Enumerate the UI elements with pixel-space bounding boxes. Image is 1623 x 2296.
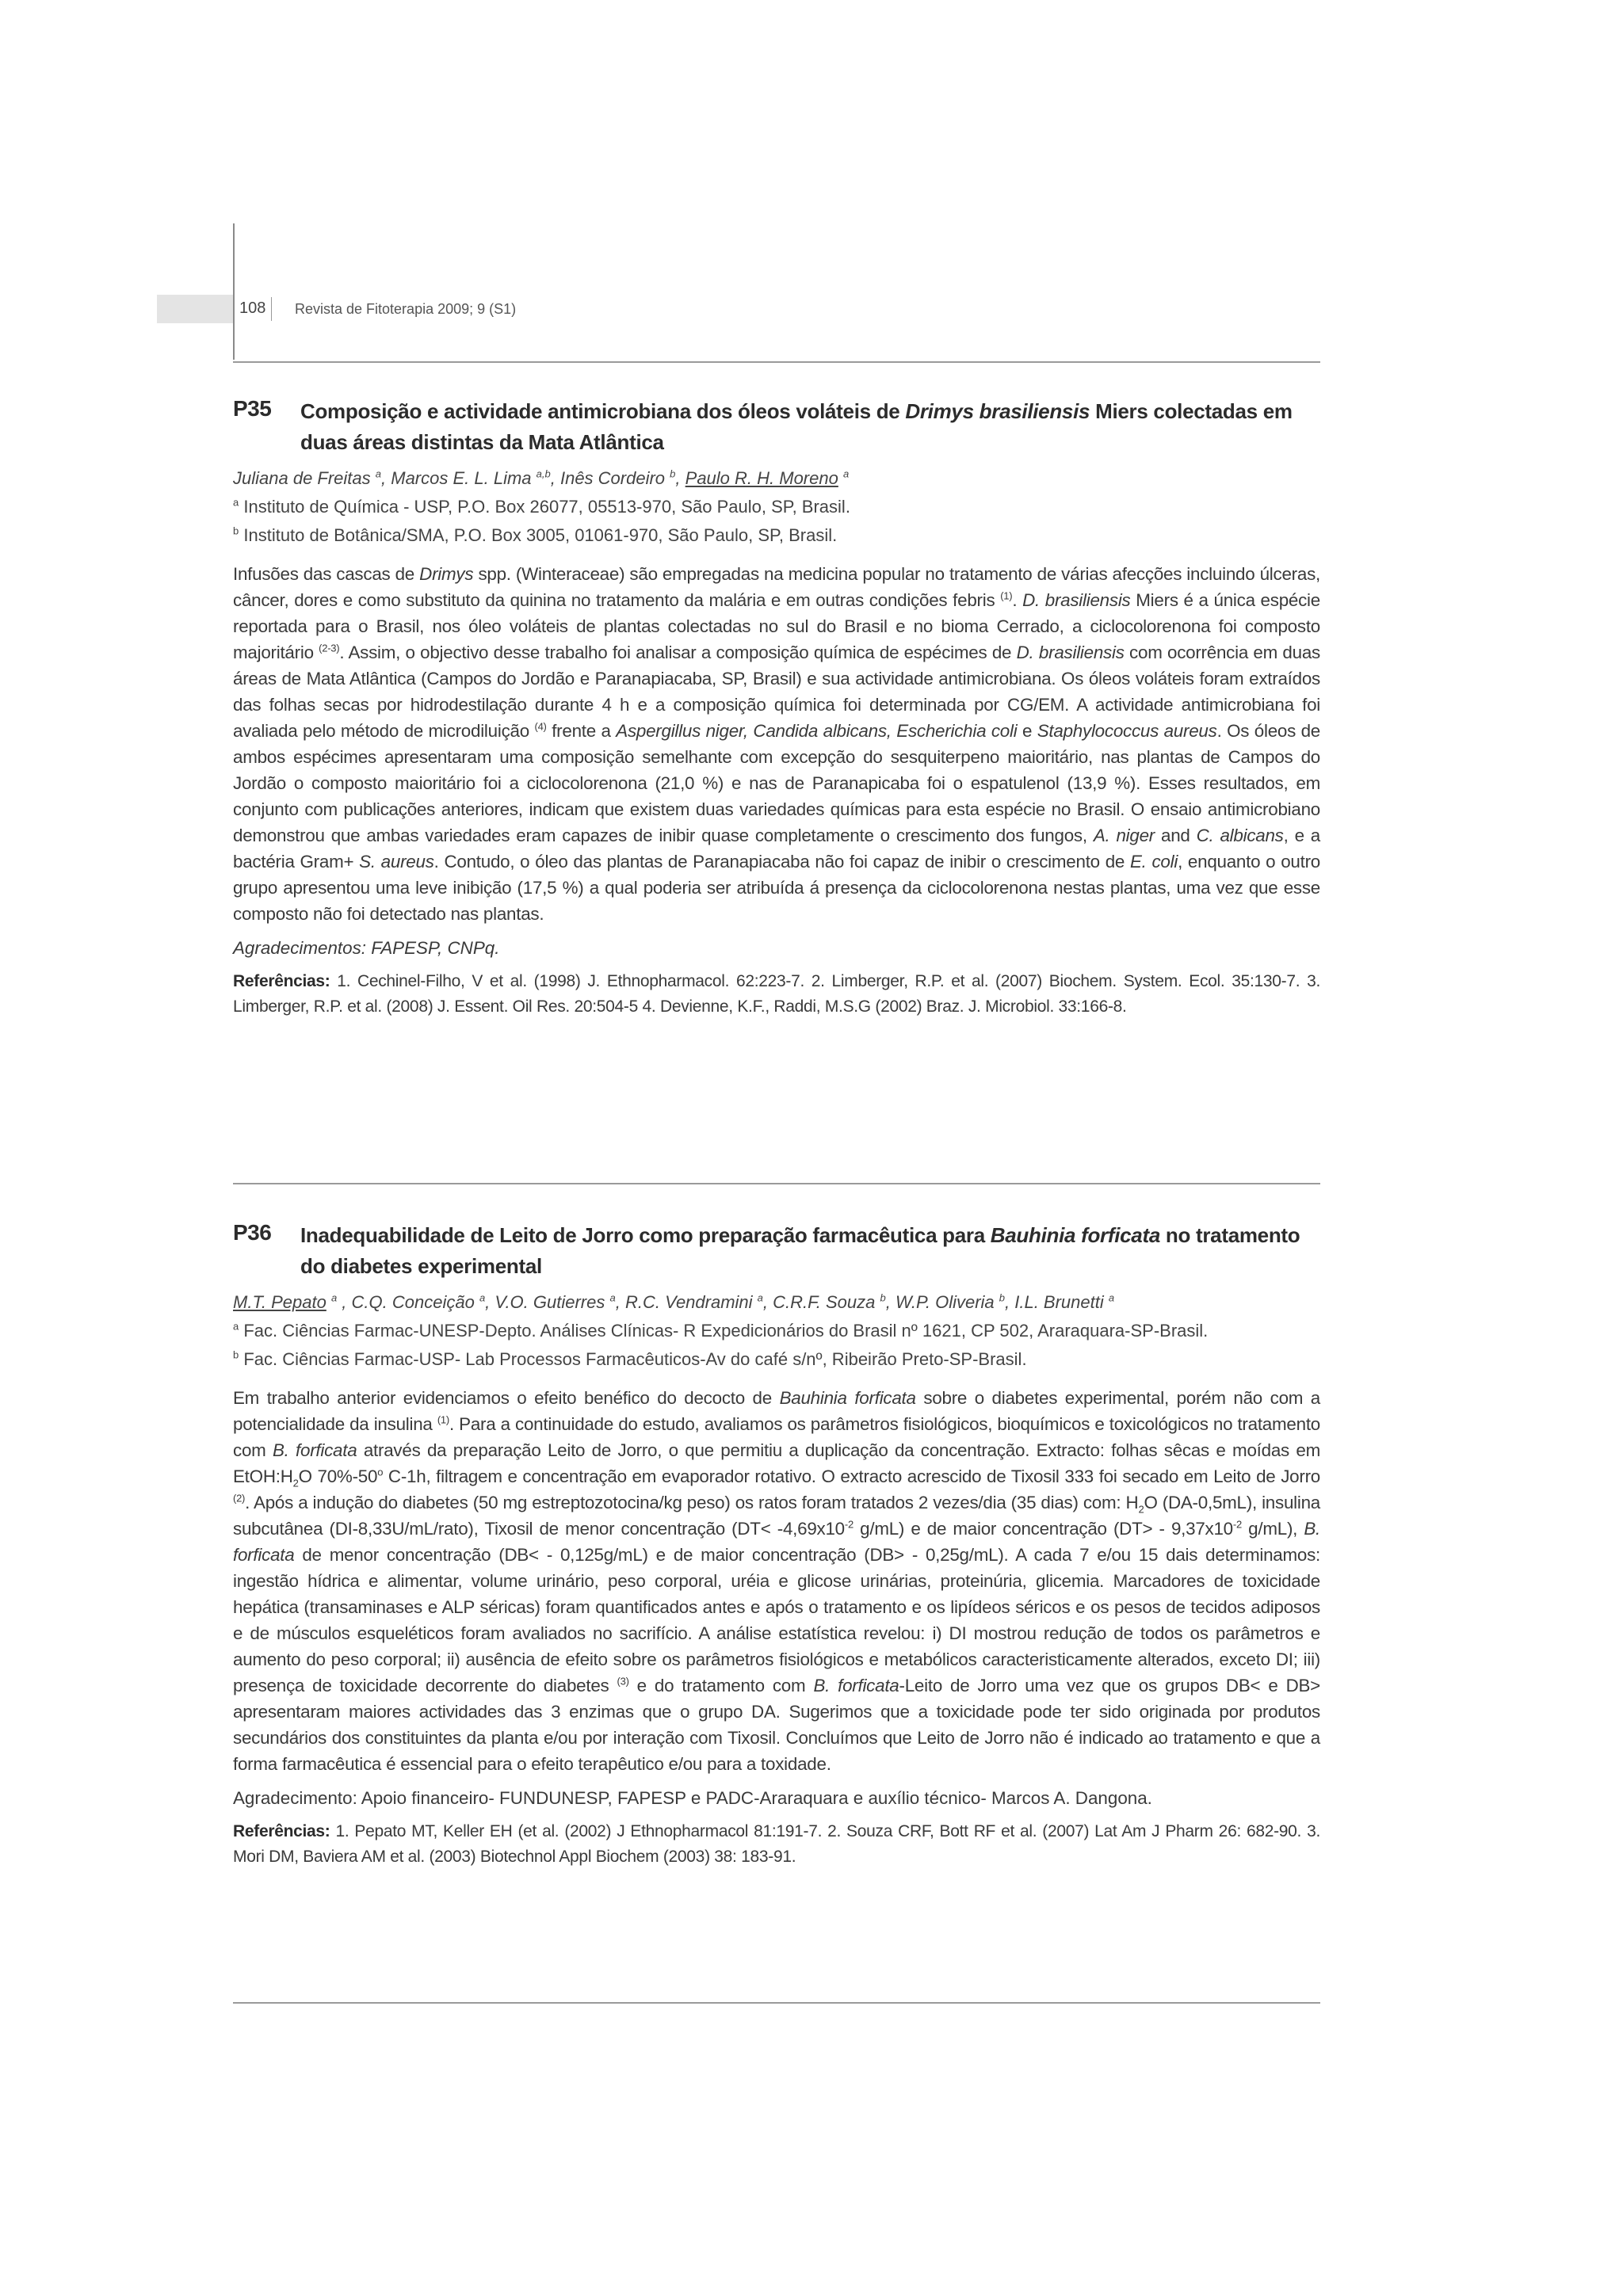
section-rule [233,1183,1320,1184]
author: Inês Cordeiro [559,468,666,488]
author: C.Q. Conceição [351,1292,475,1312]
section-rule [233,361,1320,363]
author-list: M.T. Pepato $^a$ , C.Q. Conceição $^a$, V.O. Gutierres $^a$, R.C. Vendramini $^a$, C.R.F. Souza $^b$, W.P. Oliveria $^b$, I.L. Brunetti $^a$ [233,1291,1115,1312]
author-list: Juliana de Freitas $^a$, Marcos E. L. Lima $^{a,b}$, Inês Cordeiro $^b$, Paulo R. H. Moreno $^a$ [233,467,850,488]
section-rule [233,2002,1320,2004]
abstract-title: Composição e actividade antimicrobiana dos óleos voláteis de Drimys brasiliensis Miers colectadas em duas áreas distintas da Mata Atlântica [300,399,1293,454]
author: Juliana de Freitas [233,468,371,488]
affiliation: $^b$ Instituto de Botânica/SMA, P.O. Box 3005, 01061-970, São Paulo, SP, Brasil. [233,524,838,545]
affiliation: $^a$ Instituto de Química - USP, P.O. Box 26077, 05513-970, São Paulo, SP, Brasil. [233,496,850,517]
abstract-code: P36 [233,1220,272,1245]
affiliation: $^b$ Fac. Ciências Farmac-USP- Lab Processos Farmacêuticos-Av do café s/nº, Ribeirão Preto-SP-Brasil. [233,1348,1027,1369]
references: Referências: 1. Cechinel-Filho, V et al. (1998) J. Ethnopharmacol. 62:223-7. 2. Limberger, R.P. et al. (2007) Biochem. System. Ecol. 35:130-7. 3. Limberger, R.P. et al. (2008) J. Essent. Oil Res. 20:504-5 4. Devienne, K.F., Raddi, M.S.G (2002) Braz. J. Microbiol. 33:166-8. [233,972,1320,1016]
header-gray-band [157,295,233,323]
references: Referências: 1. Pepato MT, Keller EH (et al. (2002) J Ethnopharmacol 81:191-7. 2. Souza CRF, Bott RF et al. (2007) Lat Am J Pharm 26: 682-90. 3. Mori DM, Baviera AM et al. (2003) Biotechnol Appl Biochem (2003) 38: 183-91. [233,1822,1320,1866]
abstract-header [233,1220,1320,1282]
abstract-body: Infusões das cascas de Drimys spp. (Winteraceae) são empregadas na medicina popular no tratamento de várias afecções incluindo úlceras, câncer, dores e como substituto da quinina no tratamento da malária e em outras condições febris $^{(1)}$. D. brasiliensis Miers é a única espécie reportada para o Brasil, nos óleo voláteis de plantas colectadas no sul do Brasil e no bioma Cerrado, a ciclocolorenona foi composto majoritário $^{(2-3)}$. Assim, o objectivo desse trabalho foi analisar a composição química de espécimes de D. brasiliensis com ocorrência em duas áreas de Mata Atlântica (Campos do Jordão e Paranapiacaba, SP, Brasil) e sua actividade antimicrobiana. Os óleos voláteis foram extraídos das folhas secas por hidrodestilação durante 4 h e a composição química foi determinada por CG/EM. A actividade antimicrobiana foi avaliada pelo método de microdiluição $^{(4)}$ frente a Aspergillus niger, Candida albicans, Escherichia coli e Staphylococcus aureus. Os óleos de ambos espécimes apresentaram uma composição semelhante com excepção do sesquiterpeno maioritário, nas plantas de Campos do Jordão o composto maioritário foi a ciclocolorenona (21,0 %) e nas de Paranapicaba foi o espatulenol (13,9 %). Esses resultados, em conjunto com publicações anteriores, indicam que existem duas variedades químicas para esta espécie no Brasil. O ensaio antimicrobiano demonstrou que ambas variedades eram capazes de inibir quase completamente o crescimento dos fungos, A. niger and C. albicans, e a bactéria Gram+ S. aureus. Contudo, o óleo das plantas de Paranapiacaba não foi capaz de inibir o crescimento de E. coli, enquanto o outro grupo apresentou uma leve inibição (17,5 %) a qual poderia ser atribuída á presença da ciclocolorenona nestas plantas, uma vez que esse composto não foi detectado nas plantas. [233,564,1320,924]
author: Paulo R. H. Moreno [685,468,838,488]
abstract-p35 [233,396,1320,1020]
journal-name: Revista de Fitoterapia 2009; 9 (S1) [295,301,517,317]
author: M.T. Pepato [233,1292,327,1312]
abstract-p36 [233,1220,1320,1870]
author: V.O. Gutierres [495,1292,605,1312]
affiliation: $^a$ Fac. Ciências Farmac-UNESP-Depto. Análises Clínicas- R Expedicionários do Brasil nº 1621, CP 502, Araraquara-SP-Brasil. [233,1320,1209,1341]
abstract-header [233,396,1320,458]
author: Marcos E. L. Lima [391,468,532,488]
page-number-divider [271,297,272,321]
acknowledgement: Agradecimentos: FAPESP, CNPq. [233,938,500,958]
abstract-code: P35 [233,396,272,421]
header-vertical-rule [233,223,235,360]
references-label: Referências: [233,1822,330,1840]
abstract-body: Em trabalho anterior evidenciamos o efeito benéfico do decocto de Bauhinia forficata sobre o diabetes experimental, porém não com a potencialidade da insulina $^{(1)}$. Para a continuidade do estudo, avaliamos os parâmetros fisiológicos, bioquímicos e toxicológicos no tratamento com B. forficata através da preparação Leito de Jorro, o que permitiu a duplicação da concentração. Extracto: folhas sêcas e moídas em $EtOH:H_2O$ 70%-50$^o$ C-1h, filtragem e concentração em evaporador rotativo. O extracto acrescido de Tixosil 333 foi secado em Leito de Jorro $^{(2)}$. Após a indução do diabetes (50 mg estreptozotocina/kg peso) os ratos foram tratados 2 vezes/dia (35 dias) com: $H_2O$ (DA-0,5mL), insulina subcutânea (DI-8,33U/mL/rato), Tixosil de menor concentração ($DT< -4,69x10^{-2}$ g/mL) e de maior concentração ($DT> - 9,37x10^{-2}$ g/mL), B. forficata de menor concentração (DB< - 0,125g/mL) e de maior concentração (DB> - 0,25g/mL). A cada 7 e/ou 15 dais determinamos: ingestão hídrica e alimentar, volume urinário, peso corporal, uréia e glicose urinárias, proteinúria, glicemia. Marcadores de toxicidade hepática (transaminases e ALP séricas) foram quantificados antes e após o tratamento e os lipídeos séricos e os pesos de tecidos adiposos e de músculos esqueléticos foram avaliados no sacrifício. A análise estatística revelou: i) DI mostrou redução de todos os parâmetros e aumento do peso corporal; ii) ausência de efeito sobre os parâmetros fisiológicos e metabólicos caracteristicamente alterados, exceto DI; iii) presença de toxicidade decorrente do diabetes $^{(3)}$ e do tratamento com B. forficata-Leito de Jorro uma vez que os grupos DB< e DB> apresentaram maiores actividades das 3 enzimas que o grupo DA. Sugerimos que a toxicidade pode ter sido originada por produtos secundários dos constituintes da planta e/ou por interação com Tixosil. Concluímos que Leito de Jorro não é indicado ao tratamento e que a forma farmacêutica é essencial para o efeito terapêutico e/ou para a toxidade. [233,1388,1321,1774]
references-label: Referências: [233,972,330,990]
author: W.P. Oliveria [895,1292,995,1312]
page-number: 108 [239,299,266,317]
author: I.L. Brunetti [1014,1292,1104,1312]
author: R.C. Vendramini [624,1292,753,1312]
acknowledgement: Agradecimento: Apoio financeiro- FUNDUNESP, FAPESP e PADC-Araraquara e auxílio técnico- Marcos A. Dangona. [233,1788,1152,1808]
abstract-title: Inadequabilidade de Leito de Jorro como preparação farmacêutica para Bauhinia forficata no tratamento do diabetes experimental [300,1223,1300,1278]
author: C.R.F. Souza [773,1292,876,1312]
